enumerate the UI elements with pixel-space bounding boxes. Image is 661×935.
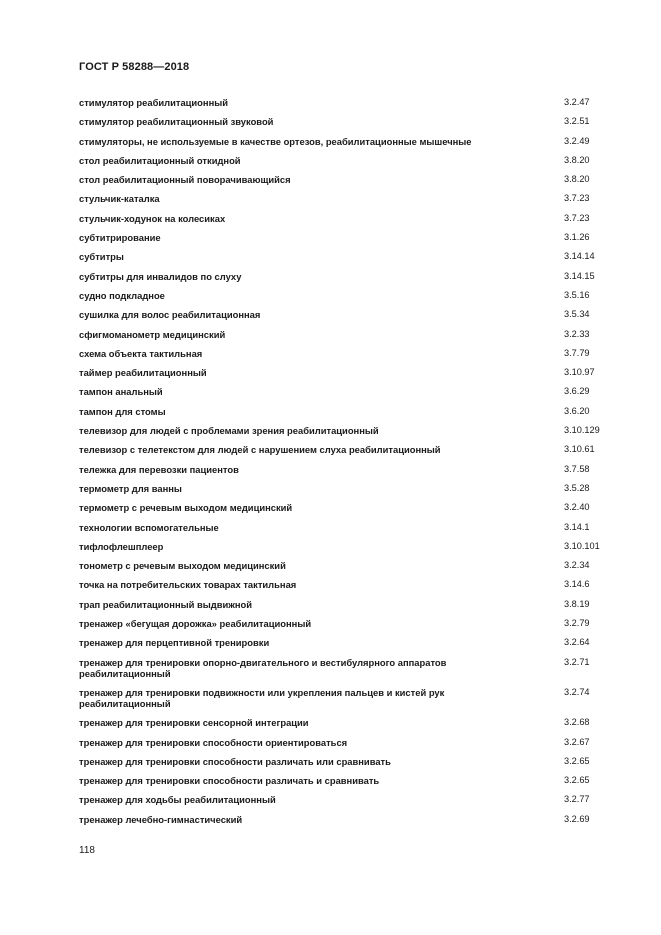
- index-term: тренажер для тренировки способности различать и сравнивать: [79, 775, 380, 787]
- index-entry: [79, 97, 631, 108]
- index-reference: 3.2.67: [564, 736, 590, 747]
- index-term: схема объекта тактильная: [79, 347, 203, 359]
- index-entry: [79, 406, 631, 417]
- index-reference: 3.14.1: [564, 521, 590, 532]
- index-entry: [79, 425, 631, 436]
- index-reference: 3.14.6: [564, 579, 590, 590]
- index-term: точка на потребительских товарах тактильная: [79, 579, 297, 591]
- index-entry: [79, 290, 631, 301]
- index-reference: 3.7.23: [564, 212, 590, 223]
- index-term: сушилка для волос реабилитационная: [79, 309, 261, 321]
- index-term: субтитры для инвалидов по слуху: [79, 270, 242, 282]
- index-term: термометр для ванны: [79, 482, 182, 494]
- index-reference: 3.2.71: [564, 656, 590, 667]
- index-entry: [79, 444, 631, 455]
- index-reference: 3.2.34: [564, 560, 590, 571]
- index-list: [79, 97, 631, 833]
- index-term: тренажер для тренировки подвижности или укрепления пальцев и кистей рук реабилитационный: [79, 686, 445, 709]
- index-reference: 3.10.101: [564, 540, 600, 551]
- index-reference: 3.7.79: [564, 347, 590, 358]
- index-reference: 3.2.74: [564, 686, 590, 697]
- index-entry: [79, 155, 631, 166]
- index-reference: 3.2.47: [564, 97, 590, 107]
- index-term: стульчик-каталка: [79, 193, 160, 205]
- index-term: трап реабилитационный выдвижной: [79, 598, 253, 610]
- index-entry: [79, 794, 631, 805]
- index-reference: 3.6.20: [564, 405, 590, 416]
- index-entry: [79, 687, 631, 709]
- index-term: тренажер для перцептивной тренировки: [79, 637, 270, 649]
- index-reference: 3.8.20: [564, 154, 590, 165]
- index-term: телевизор для людей с проблемами зрения реабилитационный: [79, 425, 379, 437]
- index-entry: [79, 232, 631, 243]
- index-term: сфигмоманометр медицинский: [79, 328, 226, 340]
- index-term: субтитрирование: [79, 232, 161, 244]
- index-reference: 3.10.61: [564, 444, 595, 455]
- index-term: технологии вспомогательные: [79, 521, 219, 533]
- index-reference: 3.2.64: [564, 637, 590, 648]
- index-reference: 3.8.20: [564, 174, 590, 185]
- index-entry: [79, 502, 631, 513]
- index-entry: [79, 618, 631, 629]
- index-reference: 3.6.29: [564, 386, 590, 397]
- index-entry: [79, 174, 631, 185]
- index-reference: 3.7.23: [564, 193, 590, 204]
- index-entry: [79, 251, 631, 262]
- index-reference: 3.5.34: [564, 309, 590, 320]
- index-reference: 3.2.65: [564, 775, 590, 786]
- index-reference: 3.5.16: [564, 289, 590, 300]
- index-reference: 3.2.40: [564, 502, 590, 513]
- index-entry: [79, 309, 631, 320]
- index-entry: [79, 560, 631, 571]
- index-entry: [79, 657, 631, 679]
- index-entry: [79, 483, 631, 494]
- index-term: судно подкладное: [79, 289, 165, 301]
- index-term: тампон анальный: [79, 386, 163, 398]
- index-term: тренажер для тренировки способности различать или сравнивать: [79, 755, 391, 767]
- index-term: стол реабилитационный поворачивающийся: [79, 174, 291, 186]
- index-term: термометр с речевым выходом медицинский: [79, 502, 293, 514]
- index-entry: [79, 756, 631, 767]
- index-entry: [79, 116, 631, 127]
- index-reference: 3.5.28: [564, 482, 590, 493]
- index-entry: [79, 579, 631, 590]
- index-reference: 3.1.26: [564, 232, 590, 243]
- index-entry: [79, 193, 631, 204]
- index-reference: 3.10.129: [564, 425, 600, 436]
- index-entry: [79, 737, 631, 748]
- index-term: субтитры: [79, 251, 124, 263]
- index-term: тренажер лечебно-гимнастический: [79, 813, 243, 825]
- index-term: тренажер для тренировки опорно-двигательного и вестибулярного аппаратов реабилитационный: [79, 656, 447, 679]
- index-entry: [79, 599, 631, 610]
- index-term: тележка для перевозки пациентов: [79, 463, 239, 475]
- index-entry: [79, 213, 631, 224]
- index-term: стульчик-ходунок на колесиках: [79, 212, 226, 224]
- index-reference: 3.2.33: [564, 328, 590, 339]
- index-reference: 3.2.49: [564, 135, 590, 146]
- index-entry: [79, 464, 631, 475]
- index-reference: 3.7.58: [564, 463, 590, 474]
- index-term: стол реабилитационный откидной: [79, 154, 241, 166]
- index-reference: 3.2.79: [564, 618, 590, 629]
- index-reference: 3.2.77: [564, 794, 590, 805]
- index-entry: [79, 775, 631, 786]
- index-reference: 3.8.19: [564, 598, 590, 609]
- index-entry: [79, 367, 631, 378]
- index-reference: 3.10.97: [564, 367, 595, 378]
- index-entry: [79, 386, 631, 397]
- index-reference: 3.2.69: [564, 813, 590, 824]
- index-term: тренажер для ходьбы реабилитационный: [79, 794, 276, 806]
- index-entry: [79, 522, 631, 533]
- index-reference: 3.2.51: [564, 116, 590, 127]
- index-entry: [79, 329, 631, 340]
- index-entry: [79, 271, 631, 282]
- index-reference: 3.14.14: [564, 251, 595, 262]
- index-term: таймер реабилитационный: [79, 367, 207, 379]
- document-header: ГОСТ Р 58288—2018: [79, 61, 190, 73]
- index-term: стимуляторы, не используемые в качестве ортезов, реабилитационные мышечные: [79, 135, 472, 147]
- index-term: тренажер «бегущая дорожка» реабилитационный: [79, 618, 312, 630]
- index-term: тренажер для тренировки сенсорной интеграции: [79, 717, 309, 729]
- index-reference: 3.14.15: [564, 270, 595, 281]
- index-term: стимулятор реабилитационный звуковой: [79, 116, 274, 128]
- page-number: 118: [79, 845, 95, 856]
- index-entry: [79, 348, 631, 359]
- index-reference: 3.2.65: [564, 755, 590, 766]
- index-entry: [79, 541, 631, 552]
- index-term: тонометр с речевым выходом медицинский: [79, 560, 286, 572]
- index-entry: [79, 717, 631, 728]
- index-entry: [79, 814, 631, 825]
- index-term: стимулятор реабилитационный: [79, 97, 229, 108]
- index-entry: [79, 637, 631, 648]
- index-reference: 3.2.68: [564, 717, 590, 728]
- index-entry: [79, 136, 631, 147]
- index-term: тампон для стомы: [79, 405, 166, 417]
- index-term: телевизор с телетекстом для людей с нарушением слуха реабилитационный: [79, 444, 441, 456]
- index-term: тифлофлешплеер: [79, 540, 164, 552]
- index-term: тренажер для тренировки способности ориентироваться: [79, 736, 348, 748]
